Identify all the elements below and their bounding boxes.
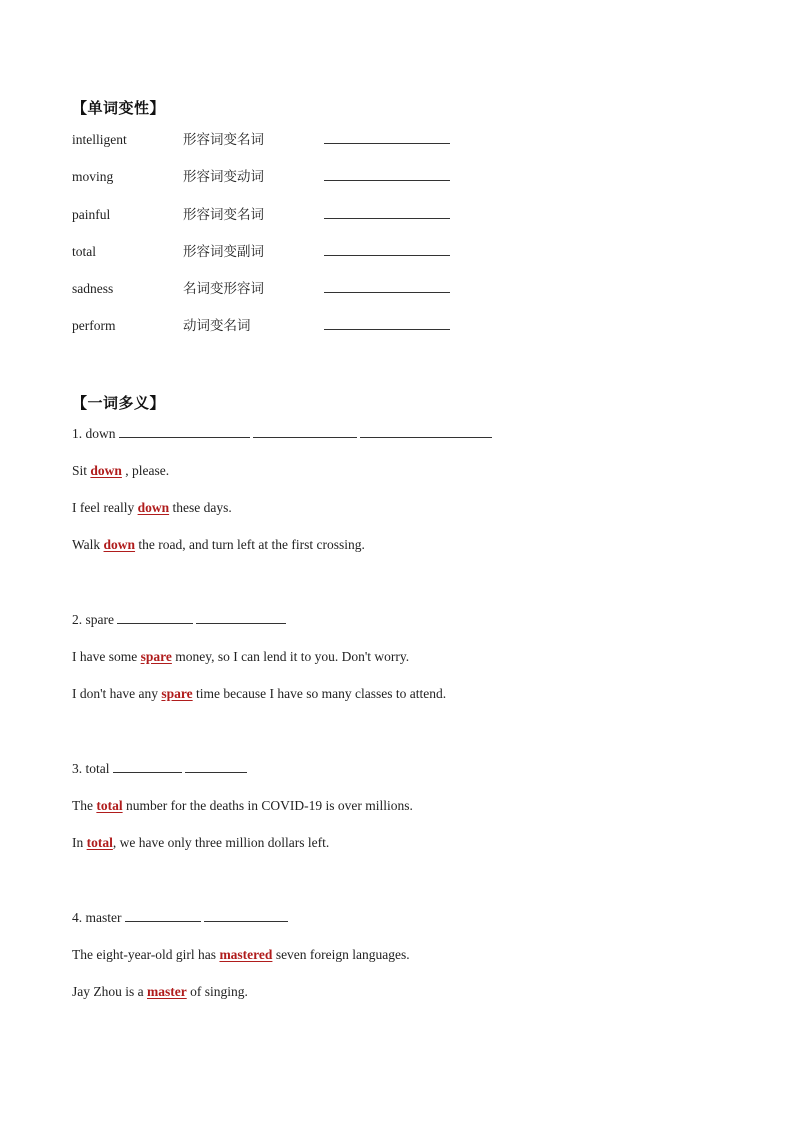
example-sentence — [72, 647, 409, 667]
word-title-master — [72, 908, 288, 928]
answer-blank[interactable] — [119, 424, 250, 438]
vocab-word: total — [72, 244, 96, 259]
keyword: master — [147, 984, 187, 999]
example-sentence — [72, 796, 413, 816]
sentence-text: The — [72, 798, 97, 813]
sentence-text: Sit — [72, 463, 91, 478]
example-sentence — [72, 535, 365, 555]
sentence-text: these days. — [169, 500, 232, 515]
polysemy-section-title: 【一词多义】 — [72, 394, 166, 412]
sentence-text: time because I have so many classes to attend. — [192, 686, 447, 701]
word-title: 4. master — [72, 910, 122, 925]
example-sentence — [72, 945, 410, 965]
vocab-rule: 形容词变名词 — [183, 207, 264, 223]
vocab-word: intelligent — [72, 132, 127, 147]
sentence-text: money, so I can lend it to you. Don't worry. — [171, 649, 410, 664]
vocab-rule: 形容词变名词 — [183, 132, 264, 148]
sentence-text: , please. — [121, 463, 170, 478]
word-title: 3. total — [72, 761, 110, 776]
answer-blank[interactable] — [324, 180, 450, 181]
example-sentence — [72, 684, 446, 704]
example-sentence — [72, 461, 169, 481]
keyword: down — [90, 463, 122, 478]
answer-blank[interactable] — [324, 143, 450, 144]
answer-blank[interactable] — [117, 610, 193, 624]
answer-blank[interactable] — [324, 255, 450, 256]
answer-blank[interactable] — [113, 759, 182, 773]
keyword: down — [137, 500, 170, 515]
vocab-word: painful — [72, 207, 111, 222]
example-sentence — [72, 982, 248, 1002]
vocab-rule: 动词变名词 — [183, 318, 251, 334]
sentence-text: The eight-year-old girl has — [72, 947, 220, 962]
sentence-text: I don't have any — [72, 686, 162, 701]
sentence-text: of singing. — [186, 984, 248, 999]
keyword: down — [103, 537, 136, 552]
vocab-rule: 形容词变动词 — [183, 169, 264, 185]
sentence-text: seven foreign languages. — [272, 947, 410, 962]
answer-blank[interactable] — [324, 218, 450, 219]
word-title-total — [72, 759, 247, 779]
sentence-text: , we have only three million dollars left. — [112, 835, 330, 850]
vocab-rule: 名词变形容词 — [183, 281, 264, 297]
sentence-text: Jay Zhou is a — [72, 984, 147, 999]
keyword: total — [86, 835, 113, 850]
answer-blank[interactable] — [324, 329, 450, 330]
answer-blank[interactable] — [125, 908, 201, 922]
vocab-rule: 形容词变副词 — [183, 244, 264, 260]
example-sentence — [72, 833, 329, 853]
answer-blank[interactable] — [360, 424, 492, 438]
word-title: 1. down — [72, 426, 116, 441]
keyword: spare — [140, 649, 172, 664]
sentence-text: I feel really — [72, 500, 138, 515]
answer-blank[interactable] — [253, 424, 357, 438]
word-title-down — [72, 424, 492, 444]
keyword: mastered — [219, 947, 273, 962]
sentence-text: In — [72, 835, 87, 850]
sentence-text: the road, and turn left at the first crossing. — [135, 537, 365, 552]
vocab-word: sadness — [72, 281, 114, 296]
sentence-text: Walk — [72, 537, 104, 552]
vocab-word: moving — [72, 169, 114, 184]
keyword: total — [96, 798, 123, 813]
keyword: spare — [161, 686, 193, 701]
sentence-text: number for the deaths in COVID-19 is over millions. — [122, 798, 413, 813]
example-sentence — [72, 498, 232, 518]
word-title: 2. spare — [72, 612, 114, 627]
answer-blank[interactable] — [204, 908, 288, 922]
answer-blank[interactable] — [196, 610, 286, 624]
word-title-spare — [72, 610, 286, 630]
answer-blank[interactable] — [185, 759, 247, 773]
vocab-section-title: 【单词变性】 — [72, 99, 166, 117]
vocab-word: perform — [72, 318, 116, 333]
sentence-text: I have some — [72, 649, 141, 664]
answer-blank[interactable] — [324, 292, 450, 293]
